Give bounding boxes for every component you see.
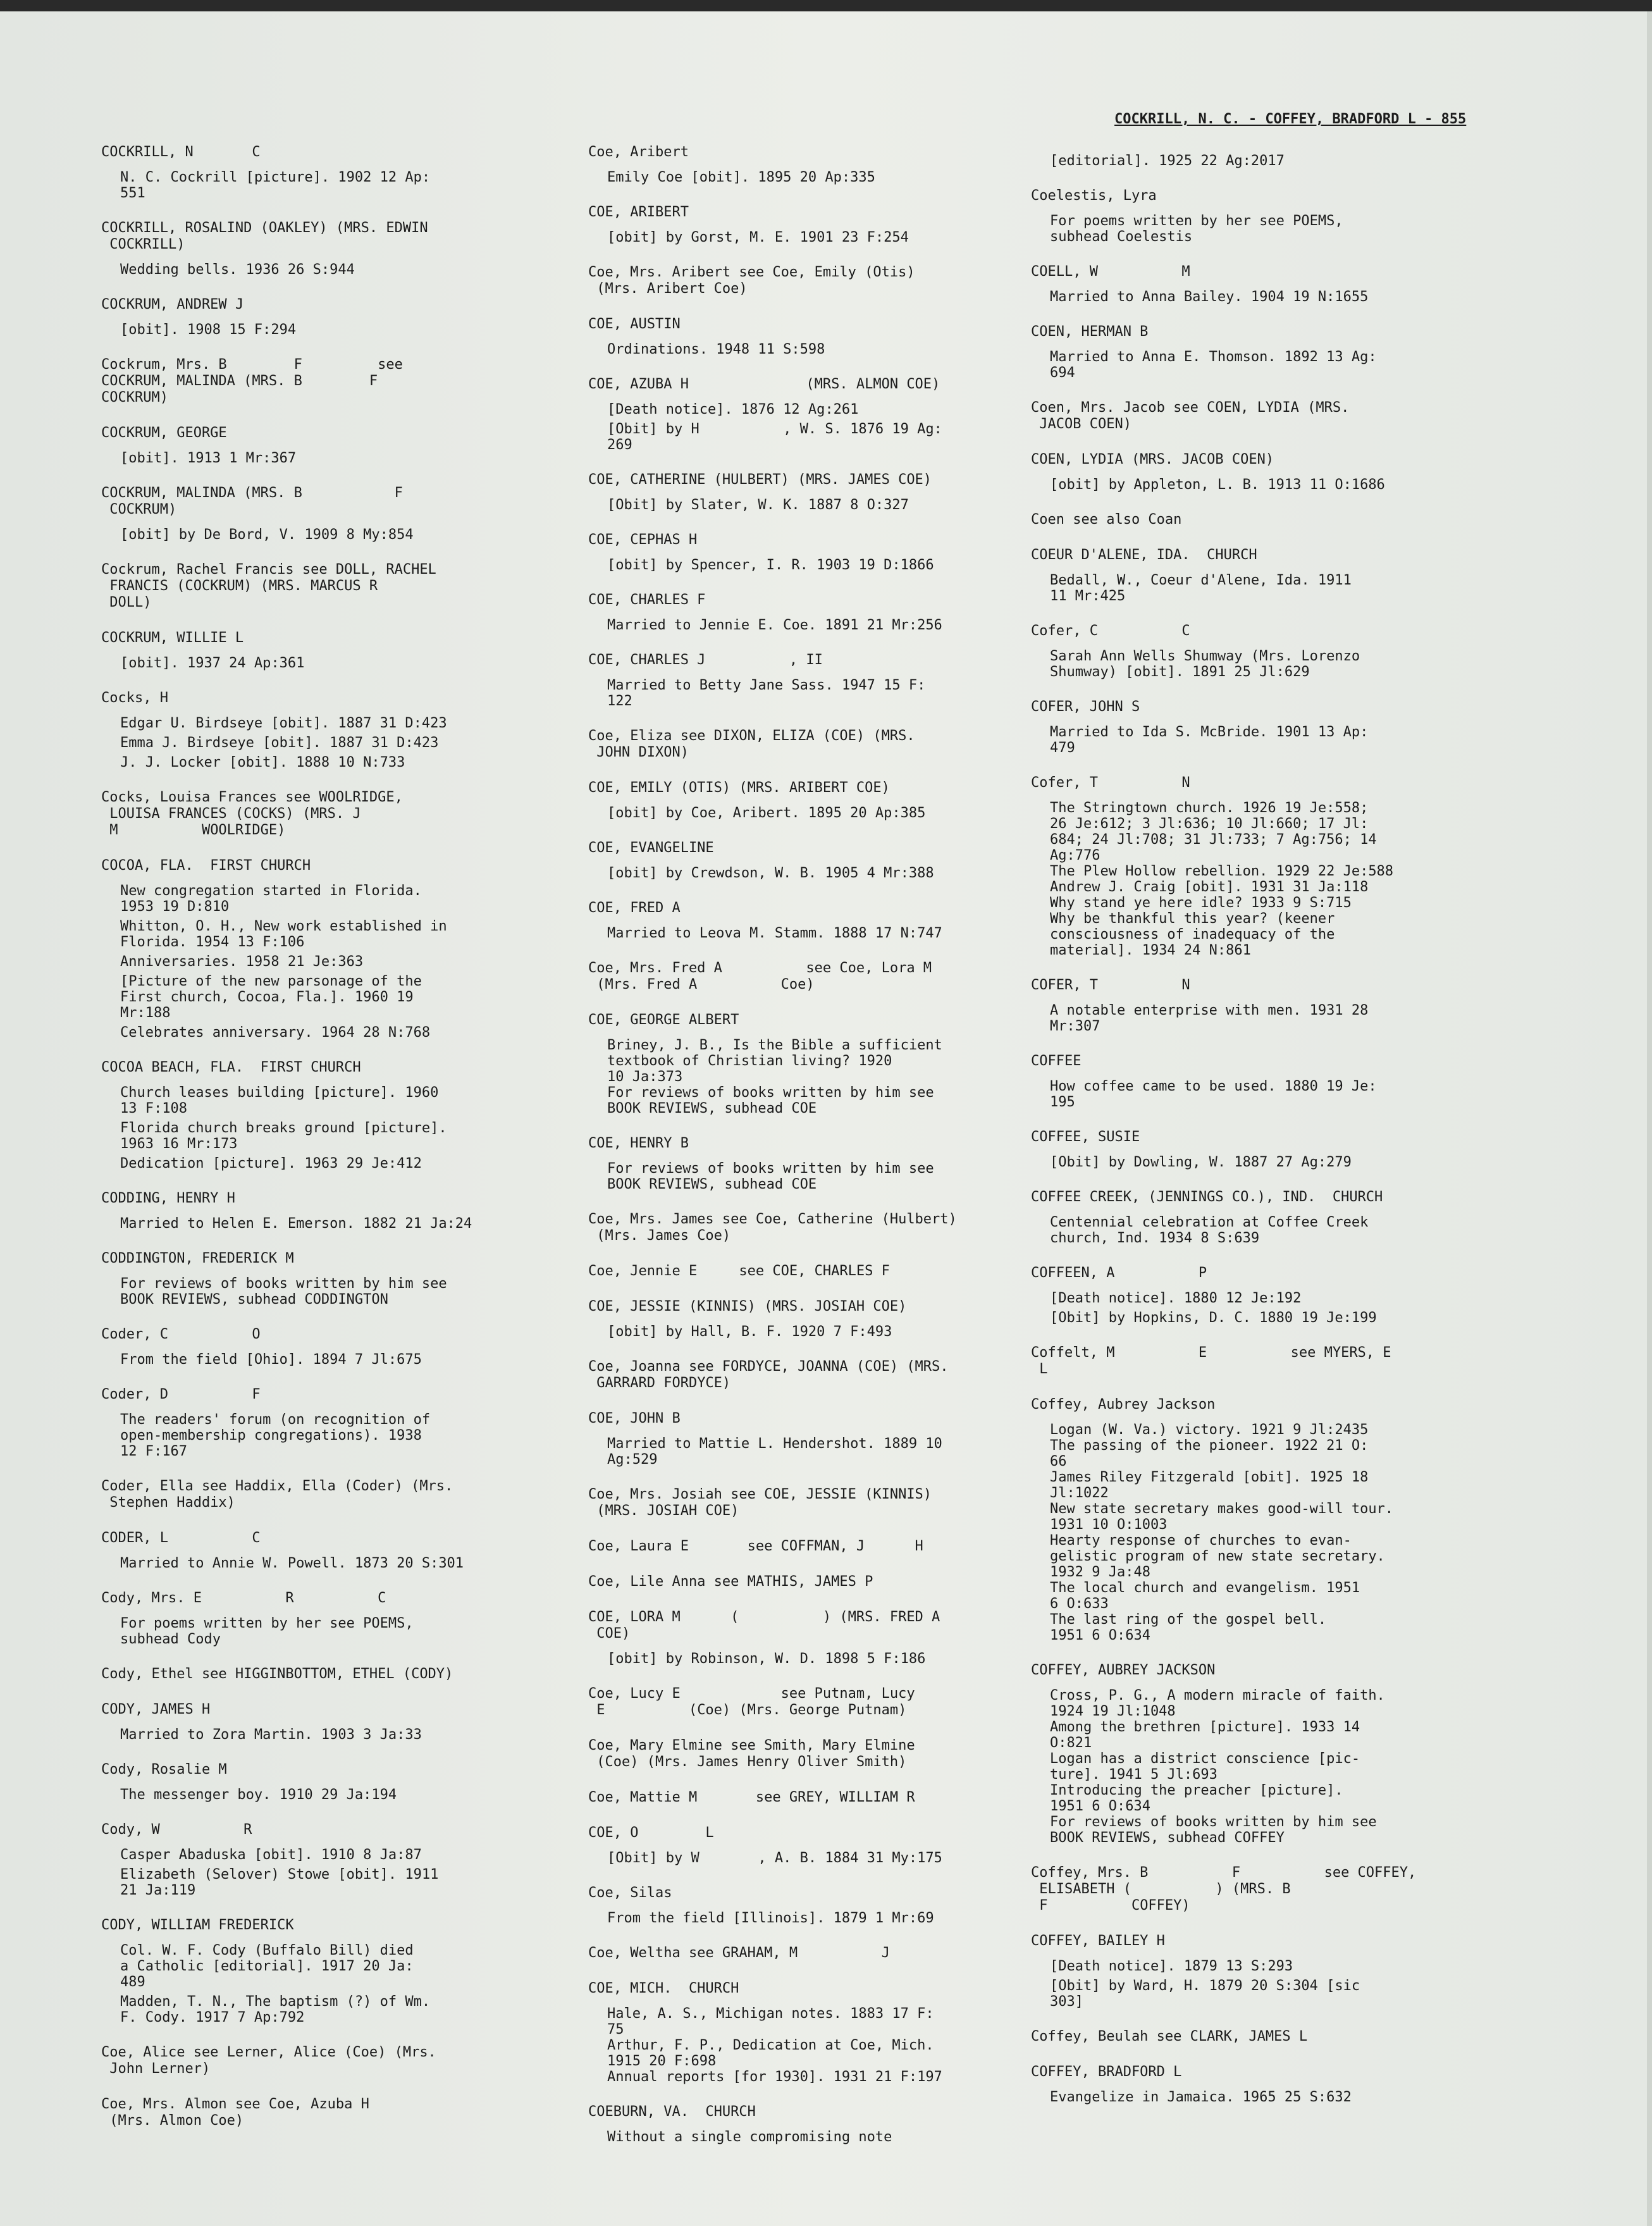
entry-citation: Married to Annie W. Powell. 1873 20 S:301	[120, 1555, 464, 1571]
entry-citation: From the field [Illinois]. 1879 1 Mr:69	[607, 1910, 934, 1926]
entry-citation: [obit]. 1913 1 Mr:367	[120, 450, 297, 466]
entry-heading: Cofer, T N	[1031, 775, 1190, 791]
entry-heading: CODDING, HENRY H	[101, 1190, 235, 1206]
entry-citation: Married to Jennie E. Coe. 1891 21 Mr:256	[607, 617, 942, 633]
index-entry	[588, 1359, 1031, 1392]
entry-citation: Casper Abaduska [obit]. 1910 8 Ja:87	[120, 1847, 422, 1863]
index-entry	[588, 960, 1031, 993]
entry-citation: Edgar U. Birdseye [obit]. 1887 31 D:423	[120, 715, 447, 731]
entry-heading: COCOA BEACH, FLA. FIRST CHURCH	[101, 1060, 361, 1075]
entry-citation: [obit] by Spencer, I. R. 1903 19 D:1866	[607, 557, 934, 573]
index-entry	[101, 2096, 544, 2129]
entry-citation: Bedall, W., Coeur d'Alene, Ida. 1911 11 Mr:425	[1050, 572, 1352, 604]
entry-citation: Hale, A. S., Michigan notes. 1883 17 F: 75 Arthur, F. P., Dedication at Coe, Mich. 1915 20 F:698 Annual reports [for 1930]. 1931 21 F:197	[607, 2006, 942, 2085]
index-entry	[588, 1135, 1031, 1192]
entry-citation: The Stringtown church. 1926 19 Je:558; 26 Je:612; 3 Jl:636; 10 Jl:660; 17 Jl: 684; 24 Jl:708; 31 Jl:733; 7 Ag:756; 14 Ag:776 The Plew Hollow rebellion. 1929 22 Je:588 Andrew J. Craig [obit]. 1931 31 Ja:118 Why stand ye here idle? 1933 9 S:715 Why be thankful this year? (keener consciousness of inadequacy of the material]. 1934 24 N:861	[1050, 800, 1394, 958]
entry-citation: Col. W. F. Cody (Buffalo Bill) died a Catholic [editorial]. 1917 20 Ja: 489	[120, 1943, 414, 1990]
entry-heading: Cockrum, Rachel Francis see DOLL, RACHEL FRANCIS (COCKRUM) (MRS. MARCUS R DOLL)	[101, 562, 436, 610]
entry-citation: Married to Mattie L. Hendershot. 1889 10 Ag:529	[607, 1436, 942, 1468]
index-entry	[101, 220, 544, 278]
entry-citation: For poems written by her see POEMS, subhead Cody	[120, 1616, 414, 1647]
entry-heading: Coder, C O	[101, 1326, 261, 1342]
index-entry	[1031, 1865, 1474, 1914]
entry-citation: Whitton, O. H., New work established in Florida. 1954 13 F:106	[120, 918, 447, 950]
entry-heading: Coder, Ella see Haddix, Ella (Coder) (Mrs. Stephen Haddix)	[101, 1478, 453, 1511]
entry-heading: CODY, WILLIAM FREDERICK	[101, 1917, 294, 1933]
entry-heading: COELL, W M	[1031, 264, 1190, 280]
entry-citation: Elizabeth (Selover) Stowe [obit]. 1911 21 Ja:119	[120, 1867, 439, 1898]
entry-citation: Logan (W. Va.) victory. 1921 9 Jl:2435 The passing of the pioneer. 1922 21 O: 66 James Riley Fitzgerald [obit]. 1925 18 Jl:1022 New state secretary makes good-will tour. 1931 10 O:1003 Hearty response of churches to evan- gelistic program of new state secretary. 1932 9 Ja:48 The local church and evangelism. 1951 6 O:633 The last ring of the gospel bell. 1951 6 O:634	[1050, 1422, 1394, 1643]
index-entry	[101, 357, 544, 406]
index-entry	[101, 1590, 544, 1647]
entry-heading: COCKRUM, MALINDA (MRS. B F COCKRUM)	[101, 485, 403, 517]
index-entry	[588, 1981, 1031, 2085]
index-entry	[588, 1574, 1031, 1590]
entry-citation: New congregation started in Florida. 1953 19 D:810	[120, 883, 422, 915]
entry-heading: CODDINGTON, FREDERICK M	[101, 1251, 294, 1266]
entry-citation: N. C. Cockrill [picture]. 1902 12 Ap: 551	[120, 170, 431, 201]
entry-heading: Coe, Laura E see COFFMAN, J H	[588, 1538, 923, 1554]
entry-citation: [Obit] by Slater, W. K. 1887 8 O:327	[607, 497, 909, 513]
entry-heading: Cofer, C C	[1031, 623, 1190, 639]
entry-heading: Coe, Weltha see GRAHAM, M J	[588, 1945, 890, 1961]
index-entry	[101, 425, 544, 466]
entry-citation: From the field [Ohio]. 1894 7 Jl:675	[120, 1352, 422, 1368]
entry-citation: Emma J. Birdseye [obit]. 1887 31 D:423	[120, 735, 439, 751]
entry-citation: Without a single compromising note	[607, 2129, 892, 2145]
entry-citation: [Obit] by Dowling, W. 1887 27 Ag:279	[1050, 1154, 1352, 1170]
entry-citation: Madden, T. N., The baptism (?) of Wm. F. Cody. 1917 7 Ap:792	[120, 1994, 431, 2025]
entry-citation: The messenger boy. 1910 29 Ja:194	[120, 1787, 397, 1803]
entry-heading: COCKRUM, WILLIE L	[101, 630, 244, 646]
entry-heading: Cody, Rosalie M	[101, 1762, 227, 1778]
entry-heading: Coffelt, M E see MYERS, E L	[1031, 1345, 1391, 1377]
index-entry	[1031, 153, 1474, 169]
entry-heading: Coe, Jennie E see COE, CHARLES F	[588, 1263, 890, 1279]
entry-heading: Cody, W R	[101, 1822, 252, 1838]
index-entry	[101, 144, 544, 201]
index-entry	[101, 1190, 544, 1232]
entry-heading: COE, FRED A	[588, 900, 681, 916]
entry-citation: Anniversaries. 1958 21 Je:363	[120, 954, 364, 970]
entry-heading: COE, ARIBERT	[588, 204, 689, 220]
entry-heading: COFFEY, BAILEY H	[1031, 1933, 1165, 1949]
index-entry	[101, 485, 544, 543]
index-entry	[1031, 623, 1474, 680]
index-entry	[588, 1299, 1031, 1340]
entry-citation: Dedication [picture]. 1963 29 Je:412	[120, 1156, 422, 1172]
entry-citation: For reviews of books written by him see BOOK REVIEWS, subhead COE	[607, 1161, 934, 1192]
index-entry	[588, 376, 1031, 453]
entry-citation: How coffee came to be used. 1880 19 Je: 195	[1050, 1079, 1377, 1110]
entry-citation: [Death notice]. 1879 13 S:293	[1050, 1958, 1293, 1974]
entry-heading: Coe, Mrs. Josiah see COE, JESSIE (KINNIS) (MRS. JOSIAH COE)	[588, 1487, 932, 1519]
index-entry	[1031, 188, 1474, 245]
entry-heading: COE, LORA M ( ) (MRS. FRED A COE)	[588, 1609, 940, 1642]
index-entry	[588, 1609, 1031, 1667]
index-entry	[588, 1263, 1031, 1280]
index-entry	[588, 900, 1031, 941]
index-entry	[1031, 1662, 1474, 1846]
index-entry	[588, 1211, 1031, 1244]
index-entry	[588, 204, 1031, 245]
index-entry	[588, 1411, 1031, 1468]
entry-citation: [Obit] by W , A. B. 1884 31 My:175	[607, 1850, 942, 1866]
entry-citation: J. J. Locker [obit]. 1888 10 N:733	[120, 755, 405, 770]
entry-heading: Coen see also Coan	[1031, 512, 1182, 528]
entry-citation: Ordinations. 1948 11 S:598	[607, 342, 825, 357]
entry-heading: COE, O L	[588, 1825, 714, 1841]
entry-citation: Married to Zora Martin. 1903 3 Ja:33	[120, 1727, 422, 1743]
entry-heading: Coe, Joanna see FORDYCE, JOANNA (COE) (MRS. GARRARD FORDYCE)	[588, 1359, 949, 1391]
index-entry	[588, 264, 1031, 297]
index-entry	[1031, 452, 1474, 493]
entry-citation: Centennial celebration at Coffee Creek church, Ind. 1934 8 S:639	[1050, 1215, 1369, 1246]
entry-heading: Cody, Ethel see HIGGINBOTTOM, ETHEL (CODY)	[101, 1666, 453, 1682]
index-entry	[588, 1738, 1031, 1771]
entry-heading: COEUR D'ALENE, IDA. CHURCH	[1031, 547, 1257, 563]
entry-heading: Coffey, Aubrey Jackson	[1031, 1397, 1216, 1413]
entry-heading: Cody, Mrs. E R C	[101, 1590, 386, 1606]
entry-citation: [Death notice]. 1880 12 Je:192	[1050, 1290, 1302, 1306]
entry-heading: COFFEY, BRADFORD L	[1031, 2064, 1182, 2080]
index-entry	[101, 858, 544, 1041]
index-entry	[101, 690, 544, 770]
index-entry	[588, 1945, 1031, 1962]
index-entry	[1031, 2029, 1474, 2045]
entry-heading: COFER, T N	[1031, 977, 1190, 993]
entry-heading: COFFEE	[1031, 1053, 1082, 1069]
entry-citation: [obit] by Hall, B. F. 1920 7 F:493	[607, 1324, 892, 1340]
entry-heading: COE, CATHERINE (HULBERT) (MRS. JAMES COE)	[588, 472, 932, 488]
entry-heading: COCKRILL, N C	[101, 144, 261, 160]
entry-citation: Married to Anna Bailey. 1904 19 N:1655	[1050, 289, 1369, 305]
entry-citation: [obit]. 1937 24 Ap:361	[120, 655, 305, 671]
entry-citation: The readers' forum (on recognition of open-membership congregations). 1938 12 F:167	[120, 1412, 431, 1459]
index-entry	[588, 1012, 1031, 1116]
entry-heading: Cocks, Louisa Frances see WOOLRIDGE, LOUISA FRANCES (COCKS) (MRS. J M WOOLRIDGE)	[101, 789, 403, 838]
index-entry	[1031, 977, 1474, 1034]
index-entry	[588, 1885, 1031, 1926]
index-entry	[588, 1538, 1031, 1555]
entry-heading: COE, CHARLES F	[588, 592, 706, 608]
index-entry	[1031, 1933, 1474, 2010]
index-entry	[101, 1251, 544, 1308]
entry-citation: For reviews of books written by him see BOOK REVIEWS, subhead CODDINGTON	[120, 1276, 447, 1308]
index-entry	[588, 316, 1031, 357]
index-entry	[588, 592, 1031, 633]
entry-heading: COEN, LYDIA (MRS. JACOB COEN)	[1031, 452, 1274, 467]
entry-heading: COCKRUM, GEORGE	[101, 425, 227, 441]
entry-heading: COEN, HERMAN B	[1031, 324, 1149, 340]
entry-heading: COCKRILL, ROSALIND (OAKLEY) (MRS. EDWIN COCKRILL)	[101, 220, 428, 252]
entry-citation: Evangelize in Jamaica. 1965 25 S:632	[1050, 2089, 1352, 2105]
entry-heading: Coe, Mattie M see GREY, WILLIAM R	[588, 1790, 915, 1805]
index-entry	[101, 1762, 544, 1803]
entry-citation: Emily Coe [obit]. 1895 20 Ap:335	[607, 170, 875, 185]
index-entry	[101, 789, 544, 839]
index-entry	[101, 562, 544, 611]
entry-heading: Coe, Mrs. James see Coe, Catherine (Hulbert) (Mrs. James Coe)	[588, 1211, 957, 1244]
index-entry	[1031, 512, 1474, 528]
entry-citation: [obit] by Coe, Aribert. 1895 20 Ap:385	[607, 805, 926, 821]
entry-citation: [Obit] by Hopkins, D. C. 1880 19 Je:199	[1050, 1310, 1377, 1326]
entry-citation: [obit]. 1908 15 F:294	[120, 322, 297, 338]
entry-heading: COE, MICH. CHURCH	[588, 1981, 739, 1996]
index-entry	[101, 1387, 544, 1459]
index-entry	[101, 1917, 544, 2025]
index-entry	[1031, 1053, 1474, 1110]
entry-citation: Married to Ida S. McBride. 1901 13 Ap: 479	[1050, 724, 1369, 756]
index-entry	[1031, 547, 1474, 604]
entry-heading: Coe, Lucy E see Putnam, Lucy E (Coe) (Mrs. George Putnam)	[588, 1686, 915, 1718]
entry-citation: Wedding bells. 1936 26 S:944	[120, 262, 355, 278]
index-entry	[1031, 2064, 1474, 2105]
entry-heading: Coffey, Mrs. B F see COFFEY, ELISABETH ( ) (MRS. B F COFFEY)	[1031, 1865, 1417, 1914]
entry-citation: [Picture of the new parsonage of the First church, Cocoa, Fla.]. 1960 19 Mr:188	[120, 974, 422, 1021]
entry-heading: Coe, Aribert	[588, 144, 689, 160]
entry-citation: Cross, P. G., A modern miracle of faith. 1924 19 Jl:1048 Among the brethren [picture]. 1933 14 O:821 Logan has a district conscience [pic- ture]. 1941 5 Jl:693 Introducing the preacher [picture]. 1951 6 O:634 For reviews of books written by him see BOOK REVIEWS, subhead COFFEY	[1050, 1688, 1385, 1846]
entry-citation: [obit] by De Bord, V. 1909 8 My:854	[120, 527, 414, 543]
index-entry	[1031, 324, 1474, 381]
entry-heading: CODY, JAMES H	[101, 1702, 211, 1717]
index-entry	[588, 472, 1031, 513]
entry-citation: Married to Leova M. Stamm. 1888 17 N:747	[607, 925, 942, 941]
entry-citation: [editorial]. 1925 22 Ag:2017	[1050, 153, 1285, 169]
index-entry	[1031, 1345, 1474, 1378]
entry-heading: COFFEY, AUBREY JACKSON	[1031, 1662, 1216, 1678]
entry-heading: COFFEE CREEK, (JENNINGS CO.), IND. CHURCH	[1031, 1189, 1383, 1205]
index-entry	[101, 1478, 544, 1511]
index-entry	[1031, 1189, 1474, 1246]
entry-heading: Coe, Mrs. Aribert see Coe, Emily (Otis) (Mrs. Aribert Coe)	[588, 264, 915, 297]
index-entry	[588, 1686, 1031, 1719]
entry-heading: COCOA, FLA. FIRST CHURCH	[101, 858, 311, 874]
entry-citation: [obit] by Crewdson, W. B. 1905 4 Mr:388	[607, 865, 934, 881]
column-1	[101, 144, 544, 2148]
index-entry	[101, 1702, 544, 1743]
index-entry	[588, 2104, 1031, 2145]
index-entry	[1031, 264, 1474, 305]
index-entry	[1031, 1265, 1474, 1326]
entry-heading: COEBURN, VA. CHURCH	[588, 2104, 756, 2120]
entry-citation: Briney, J. B., Is the Bible a sufficient textbook of Christian living? 1920 10 Ja:373 For reviews of books written by him see BOOK REVIEWS, subhead COE	[607, 1037, 942, 1116]
entry-heading: Coelestis, Lyra	[1031, 188, 1157, 204]
index-entry	[588, 1487, 1031, 1519]
index-entry	[1031, 1397, 1474, 1643]
index-entry	[1031, 1129, 1474, 1170]
entry-heading: COCKRUM, ANDREW J	[101, 297, 244, 312]
column-2	[588, 144, 1031, 2164]
entry-citation: Sarah Ann Wells Shumway (Mrs. Lorenzo Shumway) [obit]. 1891 25 Jl:629	[1050, 648, 1360, 680]
entry-heading: COFFEEN, A P	[1031, 1265, 1207, 1281]
entry-heading: COE, JESSIE (KINNIS) (MRS. JOSIAH COE)	[588, 1299, 907, 1314]
entry-citation: Married to Betty Jane Sass. 1947 15 F: 122	[607, 677, 926, 709]
index-entry	[588, 144, 1031, 185]
entry-citation: For poems written by her see POEMS, subhead Coelestis	[1050, 213, 1343, 245]
index-entry	[588, 1790, 1031, 1806]
entry-citation: Married to Anna E. Thomson. 1892 13 Ag: 694	[1050, 349, 1377, 381]
column-3	[1031, 144, 1474, 2124]
entry-heading: Coe, Mrs. Almon see Coe, Azuba H (Mrs. Almon Coe)	[101, 2096, 369, 2129]
entry-heading: Coe, Silas	[588, 1885, 672, 1901]
entry-citation: Church leases building [picture]. 1960 13 F:108	[120, 1085, 439, 1116]
entry-citation: [Death notice]. 1876 12 Ag:261	[607, 402, 859, 417]
entry-heading: COE, EVANGELINE	[588, 840, 714, 856]
index-entry	[588, 840, 1031, 881]
index-entry	[1031, 400, 1474, 433]
index-entry	[588, 532, 1031, 573]
entry-citation: Celebrates anniversary. 1964 28 N:768	[120, 1025, 431, 1041]
entry-heading: COFER, JOHN S	[1031, 699, 1140, 715]
index-entry	[1031, 699, 1474, 756]
entry-heading: Coe, Mary Elmine see Smith, Mary Elmine (Coe) (Mrs. James Henry Oliver Smith)	[588, 1738, 915, 1770]
entry-heading: Coffey, Beulah see CLARK, JAMES L	[1031, 2029, 1308, 2044]
page-edge	[1647, 11, 1652, 2226]
index-entry	[101, 1666, 544, 1683]
entry-heading: Coe, Mrs. Fred A see Coe, Lora M (Mrs. Fred A Coe)	[588, 960, 932, 992]
entry-heading: COE, CHARLES J , II	[588, 652, 823, 668]
entry-heading: COE, HENRY B	[588, 1135, 689, 1151]
index-entry	[1031, 775, 1474, 958]
index-entry	[588, 780, 1031, 821]
index-entry	[101, 2044, 544, 2077]
entry-heading: Coe, Eliza see DIXON, ELIZA (COE) (MRS. JOHN DIXON)	[588, 728, 915, 760]
entry-heading: CODER, L C	[101, 1530, 261, 1546]
index-entry	[101, 297, 544, 338]
index-entry	[101, 1822, 544, 1898]
index-entry	[101, 630, 544, 671]
entry-citation: Married to Helen E. Emerson. 1882 21 Ja:24	[120, 1216, 472, 1232]
entry-heading: Coen, Mrs. Jacob see COEN, LYDIA (MRS. JACOB COEN)	[1031, 400, 1350, 432]
entry-citation: Florida church breaks ground [picture]. 1963 16 Mr:173	[120, 1120, 447, 1152]
entry-heading: Cocks, H	[101, 690, 168, 706]
entry-heading: COFFEE, SUSIE	[1031, 1129, 1140, 1145]
entry-heading: Coe, Lile Anna see MATHIS, JAMES P	[588, 1574, 873, 1590]
entry-heading: Coder, D F	[101, 1387, 261, 1402]
index-entry	[101, 1326, 544, 1368]
index-entry	[588, 728, 1031, 761]
index-entry	[588, 652, 1031, 709]
index-entry	[101, 1530, 544, 1571]
entry-citation: A notable enterprise with men. 1931 28 Mr:307	[1050, 1003, 1369, 1034]
entry-citation: [obit] by Robinson, W. D. 1898 5 F:186	[607, 1651, 926, 1667]
running-header: COCKRILL, N. C. - COFFEY, BRADFORD L - 855	[1114, 111, 1467, 127]
entry-heading: COE, EMILY (OTIS) (MRS. ARIBERT COE)	[588, 780, 890, 796]
entry-heading: COE, GEORGE ALBERT	[588, 1012, 739, 1028]
entry-heading: COE, CEPHAS H	[588, 532, 698, 548]
index-page	[0, 11, 1652, 2226]
entry-heading: Cockrum, Mrs. B F see COCKRUM, MALINDA (MRS. B F COCKRUM)	[101, 357, 403, 405]
entry-heading: COE, AZUBA H (MRS. ALMON COE)	[588, 376, 940, 392]
entry-citation: [Obit] by Ward, H. 1879 20 S:304 [sic 303]	[1050, 1978, 1360, 2010]
entry-citation: [obit] by Gorst, M. E. 1901 23 F:254	[607, 230, 909, 245]
entry-heading: COE, JOHN B	[588, 1411, 681, 1426]
entry-citation: [obit] by Appleton, L. B. 1913 11 O:1686	[1050, 477, 1385, 493]
entry-heading: Coe, Alice see Lerner, Alice (Coe) (Mrs. John Lerner)	[101, 2044, 436, 2077]
entry-citation: [Obit] by H , W. S. 1876 19 Ag: 269	[607, 421, 942, 453]
index-entry	[588, 1825, 1031, 1866]
index-entry	[101, 1060, 544, 1172]
entry-heading: COE, AUSTIN	[588, 316, 681, 332]
